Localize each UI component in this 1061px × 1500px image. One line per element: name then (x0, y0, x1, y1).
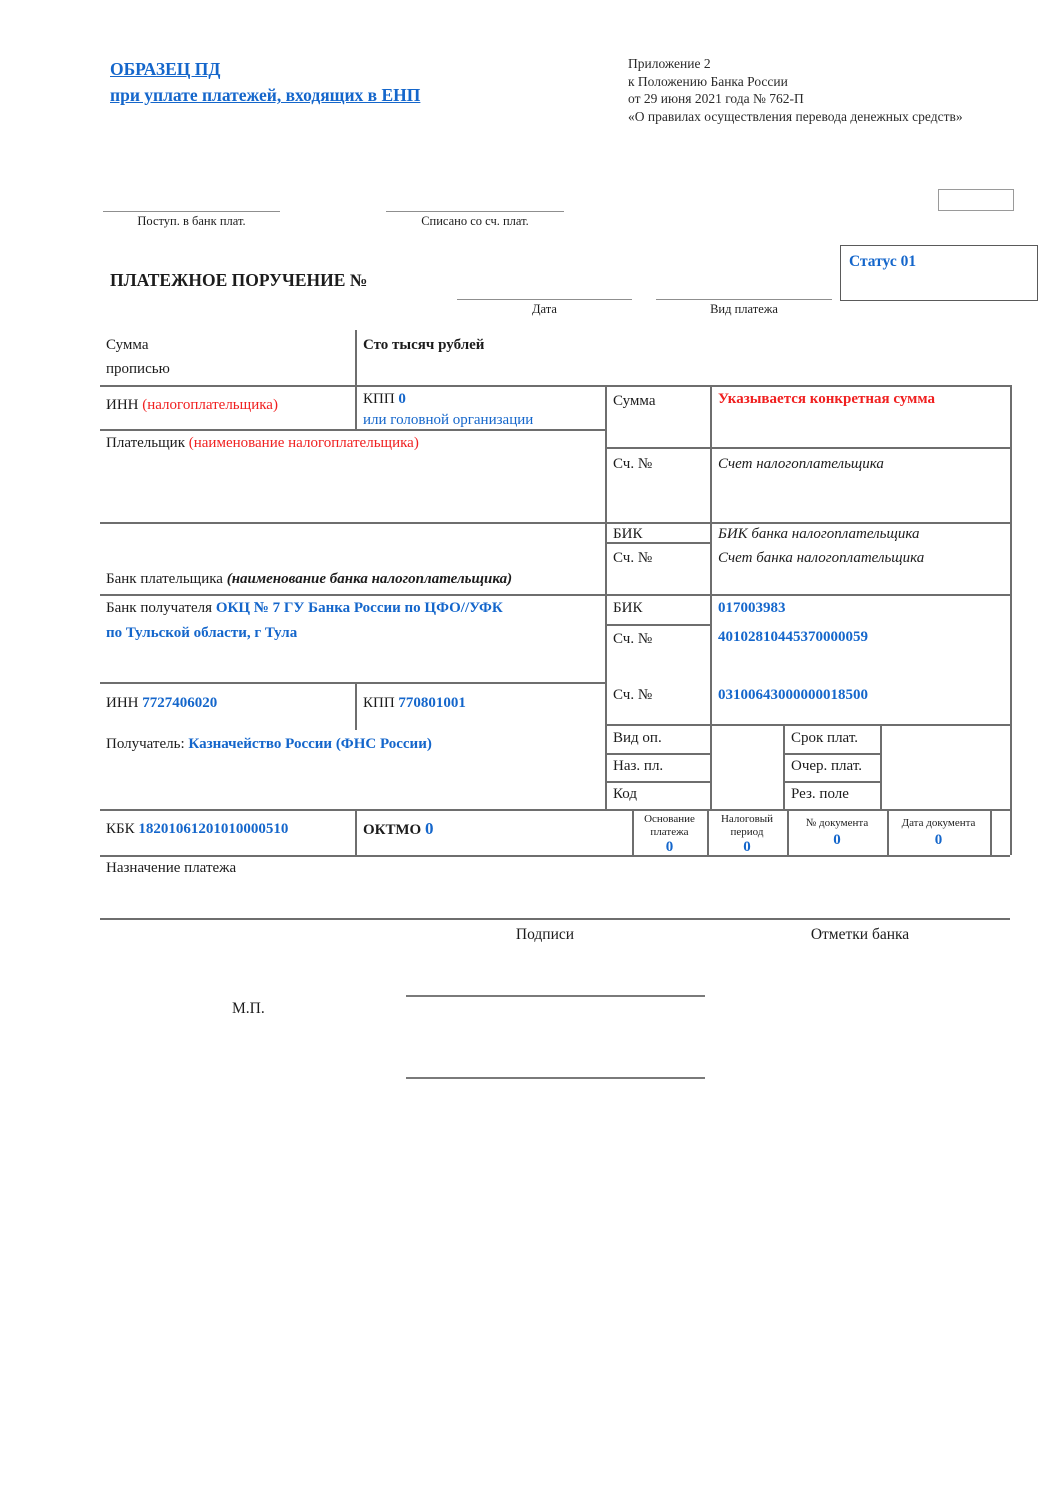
table-border (710, 385, 712, 809)
recipient-kpp-value: 770801001 (398, 695, 466, 711)
appendix-line: от 29 июня 2021 года № 762-П (628, 91, 804, 106)
amount-words-label-line2: прописью (106, 361, 170, 377)
recipient-account-label: Сч. № (613, 687, 653, 703)
amount-words-value: Сто тысяч рублей (363, 337, 485, 353)
table-border (605, 385, 607, 809)
kpp-value: 0 (398, 391, 406, 407)
reserve-field-label: Рез. поле (791, 786, 849, 802)
payer-bank-hint: (наименование банка налогоплательщика) (226, 571, 513, 587)
priority-label: Очер. плат. (791, 758, 862, 774)
date-fill-line (457, 299, 632, 300)
doc-date-label: Дата документа (901, 817, 976, 829)
recipient-kpp-label: КПП (363, 695, 395, 711)
payment-type-fill-line (656, 299, 832, 300)
sample-heading (110, 56, 420, 108)
recipient-inn-label: ИНН (106, 695, 139, 711)
payer-account-hint: Счет налогоплательщика (718, 456, 884, 472)
recipient-bank-account-value: 40102810445370000059 (718, 629, 868, 645)
recipient-field (106, 735, 432, 754)
doc-number-label: № документа (805, 817, 869, 829)
recipient-inn-field (106, 694, 217, 713)
payer-bank-field (106, 570, 512, 589)
doc-date-value: 0 (934, 831, 943, 848)
table-border (605, 724, 1010, 726)
payment-term-label: Срок плат. (791, 730, 859, 746)
table-border (880, 724, 882, 809)
oktmo-field (363, 818, 433, 840)
appendix-line: Приложение 2 (628, 56, 711, 71)
recipient-bank-account-label: Сч. № (613, 631, 653, 647)
recipient-bank-bik-value: 017003983 (718, 600, 786, 616)
payer-hint: (наименование налогоплательщика) (188, 435, 419, 451)
op-kind-label: Вид оп. (613, 730, 662, 746)
recipient-bank-value-line1: ОКЦ № 7 ГУ Банка России по ЦФО//УФК (215, 600, 503, 616)
payer-bank-account-hint: Счет банка налогоплательщика (718, 550, 925, 566)
amount-label: Сумма (613, 393, 656, 409)
sample-heading-line2: при уплате платежей, входящих в ЕНП (110, 85, 421, 105)
document-title: ПЛАТЕЖНОЕ ПОРУЧЕНИЕ № (110, 270, 368, 290)
status-value: Статус 01 (849, 253, 917, 270)
table-border (100, 809, 1010, 811)
tax-period-cell (708, 813, 786, 857)
stamp-label: М.П. (232, 1000, 265, 1017)
debited-label: Списано со сч. плат. (421, 214, 529, 228)
recipient-bank-value-line2: по Тульской области, г Тула (106, 625, 298, 641)
appendix-line: к Положению Банка России (628, 73, 788, 89)
oktmo-label: ОКТМО (363, 822, 422, 838)
basis-value: 0 (665, 839, 674, 856)
inn-hint: (налогоплательщика) (142, 397, 278, 413)
signatures-label: Подписи (515, 926, 575, 943)
table-border (100, 682, 605, 684)
amount-value: Указывается конкретная сумма (718, 391, 935, 407)
basis-label: Основание платежа (644, 813, 695, 838)
amount-words-label-line1: Сумма (106, 337, 149, 353)
table-border (605, 753, 710, 755)
date-label: Дата (532, 302, 557, 316)
doc-number-cell (788, 817, 886, 849)
code-label: Код (613, 786, 637, 802)
table-border (100, 855, 1010, 857)
table-border (605, 447, 1010, 449)
table-border (355, 682, 357, 730)
payer-label: Плательщик (106, 435, 185, 451)
recipient-kpp-field (363, 694, 466, 713)
table-border (990, 809, 992, 855)
payer-account-label: Сч. № (613, 456, 653, 472)
signature-line (406, 1077, 705, 1079)
oktmo-value: 0 (424, 819, 434, 838)
table-border (605, 781, 710, 783)
kbk-value: 18201061201010000510 (138, 821, 289, 837)
kbk-label: КБК (106, 821, 135, 837)
kpp-note: или головной организации (363, 412, 534, 428)
appendix-reference (628, 55, 963, 125)
payer-inn-field (106, 396, 278, 415)
sample-heading-line1: ОБРАЗЕЦ ПД (110, 59, 221, 79)
recipient-value: Казначейство России (ФНС России) (188, 736, 432, 752)
tax-period-label: Налоговый период (720, 813, 774, 838)
inn-label: ИНН (106, 397, 139, 413)
table-border (355, 809, 357, 855)
payer-bank-bik-hint: БИК банка налогоплательщика (718, 526, 920, 542)
table-border (783, 753, 880, 755)
table-border (783, 724, 785, 809)
recipient-label: Получатель: (106, 736, 185, 752)
table-border (100, 385, 1010, 387)
payer-bank-account-label: Сч. № (613, 550, 653, 566)
tax-period-value: 0 (743, 839, 751, 856)
payer-bank-label: Банк плательщика (106, 571, 223, 587)
received-fill-line (103, 211, 280, 212)
table-border (783, 781, 880, 783)
table-border (100, 594, 1010, 596)
table-border (100, 522, 1010, 524)
recipient-bank-label: Банк получателя (106, 600, 213, 616)
table-border (100, 918, 1010, 920)
payment-type-label: Вид платежа (710, 302, 778, 316)
kbk-field (106, 820, 288, 839)
recipient-bank-bik-label: БИК (613, 600, 643, 616)
payer-kpp-field (363, 390, 406, 409)
payer-field (106, 434, 419, 453)
signature-line (406, 995, 705, 997)
table-border (1010, 385, 1012, 855)
table-border (605, 624, 710, 626)
bank-marks-label: Отметки банка (810, 926, 910, 943)
table-border (355, 330, 357, 429)
doc-date-cell (888, 817, 989, 849)
appendix-line: «О правилах осуществления перевода денежных средств» (628, 108, 963, 124)
payment-purpose-code-label: Наз. пл. (613, 758, 664, 774)
payer-bank-bik-label: БИК (613, 526, 643, 542)
basis-cell (633, 813, 706, 857)
debited-fill-line (386, 211, 564, 212)
form-code-box (938, 189, 1014, 211)
received-label: Поступ. в банк плат. (137, 214, 246, 228)
recipient-bank-field (106, 599, 503, 618)
kpp-label: КПП (363, 391, 395, 407)
purpose-label: Назначение платежа (106, 860, 237, 876)
doc-number-value: 0 (833, 831, 841, 848)
recipient-inn-value: 7727406020 (142, 695, 218, 711)
recipient-account-value: 03100643000000018500 (718, 687, 868, 703)
